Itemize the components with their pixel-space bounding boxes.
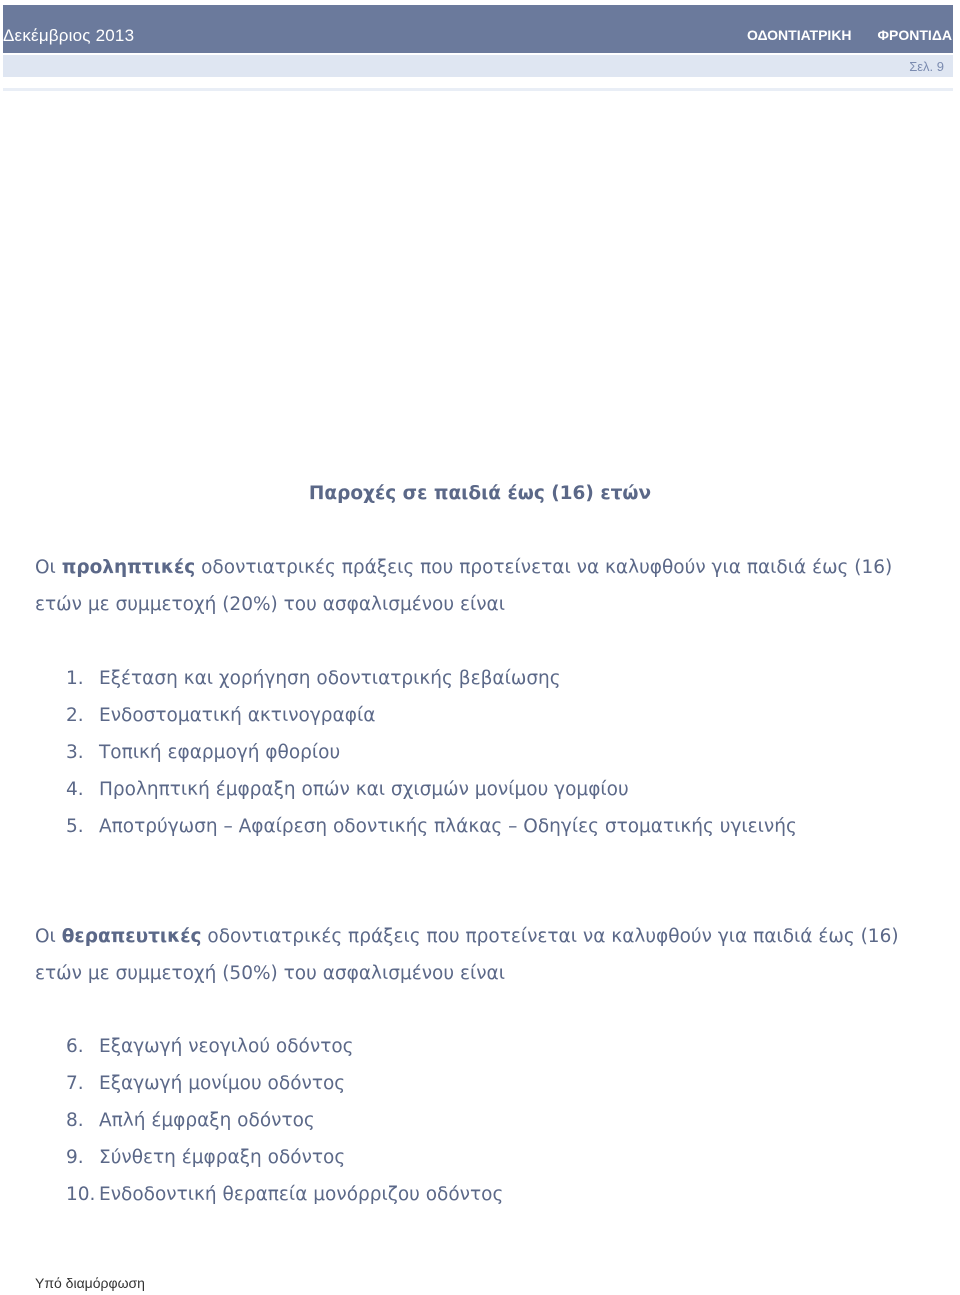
list-item-number: 3. <box>66 742 84 763</box>
therapeutic-intro-rest: οδοντιατρικές πράξεις που προτείνεται να καλυφθούν για παιδιά έως (16) ετών με συμμετοχή (50%) του ασφαλισμένου είναι <box>35 926 899 984</box>
list-item-number: 10. <box>66 1184 96 1205</box>
header-title-word2: ΦΡΟΝΤΙΔΑ <box>877 27 952 43</box>
preventive-intro <box>35 549 935 623</box>
preventive-intro-rest: οδοντιατρικές πράξεις που προτείνεται να καλυφθούν για παιδιά έως (16) ετών με συμμετοχή (20%) του ασφαλισμένου είναι <box>35 557 893 615</box>
preventive-list <box>66 660 797 845</box>
list-item-number: 2. <box>66 705 84 726</box>
list-item <box>66 1065 503 1102</box>
header-title-word1: ΟΔΟΝΤΙΑΤΡΙΚΗ <box>746 27 852 43</box>
therapeutic-intro-prefix: Οι <box>35 926 62 947</box>
list-item-number: 4. <box>66 779 84 800</box>
list-item-text: Ενδοστοματική ακτινογραφία <box>99 705 376 726</box>
list-item-text: Εξαγωγή μονίμου οδόντος <box>99 1073 346 1094</box>
preventive-intro-bold: προληπτικές <box>61 557 196 578</box>
list-item <box>66 771 797 808</box>
page-number: Σελ. 9 <box>909 59 944 74</box>
list-item <box>66 734 797 771</box>
therapeutic-intro-bold: θεραπευτικές <box>61 926 202 947</box>
list-item <box>66 1139 503 1176</box>
list-item-text: Εξαγωγή νεογιλού οδόντος <box>99 1036 354 1057</box>
list-item-text: Ενδοδοντική θεραπεία μονόρριζου οδόντος <box>99 1184 504 1205</box>
list-item-number: 8. <box>66 1110 84 1131</box>
list-item-number: 1. <box>66 668 84 689</box>
list-item-text: Σύνθετη έμφραξη οδόντος <box>99 1147 346 1168</box>
header-title <box>747 27 952 43</box>
section-title: Παροχές σε παιδιά έως (16) ετών <box>308 483 652 504</box>
list-item-text: Εξέταση και χορήγηση οδοντιατρικής βεβαίωσης <box>99 668 561 689</box>
list-item <box>66 697 797 734</box>
header-date: Δεκέμβριος 2013 <box>3 26 135 45</box>
list-item-number: 5. <box>66 816 84 837</box>
therapeutic-intro <box>35 918 935 992</box>
list-item <box>66 660 797 697</box>
list-item <box>66 808 797 845</box>
therapeutic-list <box>66 1028 503 1213</box>
list-item <box>66 1102 503 1139</box>
list-item-number: 7. <box>66 1073 84 1094</box>
list-item-number: 6. <box>66 1036 84 1057</box>
list-item-text: Αποτρύγωση – Αφαίρεση οδοντικής πλάκας – Οδηγίες στοματικής υγιεινής <box>99 816 797 837</box>
list-item-number: 9. <box>66 1147 84 1168</box>
preventive-intro-prefix: Οι <box>35 557 62 578</box>
footer-note: Υπό διαμόρφωση <box>35 1275 145 1291</box>
list-item-text: Τοπική εφαρμογή φθορίου <box>99 742 341 763</box>
header-rule <box>3 88 953 91</box>
header-subbar <box>3 55 953 77</box>
list-item <box>66 1028 503 1065</box>
list-item <box>66 1176 503 1213</box>
list-item-text: Απλή έμφραξη οδόντος <box>99 1110 315 1131</box>
list-item-text: Προληπτική έμφραξη οπών και σχισμών μονίμου γομφίου <box>99 779 629 800</box>
